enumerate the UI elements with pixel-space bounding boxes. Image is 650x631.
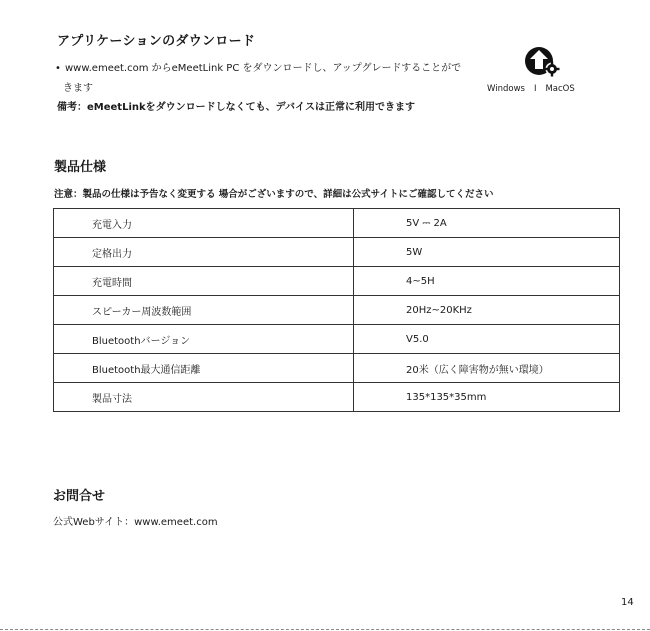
os-windows: Windows: [487, 84, 525, 94]
footer-divider: [0, 629, 650, 630]
download-text-line1: www.emeet.com からeMeetLink PC をダウンロードし、アップグレードすることがで: [65, 63, 462, 74]
download-text-line2: きます: [63, 83, 93, 94]
specs-heading: 製品仕様: [54, 160, 107, 175]
download-note: 備考：eMeetLinkをダウンロードしなくても、デバイスは正常に利用できます: [57, 102, 415, 113]
specs-notice: 注意：製品の仕様は予告なく変更する 場合がございますので、詳細は公式サイトにご確認してください: [54, 189, 494, 200]
os-labels: [487, 84, 587, 94]
spec-table: [53, 208, 620, 412]
spec-value: 5V ⎓ 2A: [354, 209, 620, 238]
table-row: [54, 209, 620, 238]
table-row: [54, 383, 620, 412]
os-macos: MacOS: [545, 84, 575, 94]
spec-value: 5W: [354, 238, 620, 267]
spec-label: Bluetoothバージョン: [54, 325, 354, 354]
download-heading: アプリケーションのダウンロード: [57, 34, 256, 49]
spec-label: スピーカー周波数範囲: [54, 296, 354, 325]
spec-label: 定格出力: [54, 238, 354, 267]
spec-label: 充電時間: [54, 267, 354, 296]
spec-label: 製品寸法: [54, 383, 354, 412]
page-number: 14: [621, 597, 634, 608]
spec-value: 20Hz~20KHz: [354, 296, 620, 325]
table-row: [54, 238, 620, 267]
spec-label: Bluetooth最大通信距離: [54, 354, 354, 383]
spec-value: 4~5H: [354, 267, 620, 296]
table-row: [54, 267, 620, 296]
spec-label: 充電入力: [54, 209, 354, 238]
upload-gear-icon: [522, 45, 562, 79]
spec-value: 135*135*35mm: [354, 383, 620, 412]
os-separator: I: [533, 84, 537, 94]
contact-heading: お問合せ: [53, 489, 106, 504]
table-row: [54, 354, 620, 383]
spec-value: V5.0: [354, 325, 620, 354]
download-bullet: •: [55, 63, 61, 74]
contact-website: 公式Webサイト：www.emeet.com: [53, 517, 218, 528]
table-row: [54, 325, 620, 354]
table-row: [54, 296, 620, 325]
spec-value: 20米（広く障害物が無い環境）: [354, 354, 620, 383]
